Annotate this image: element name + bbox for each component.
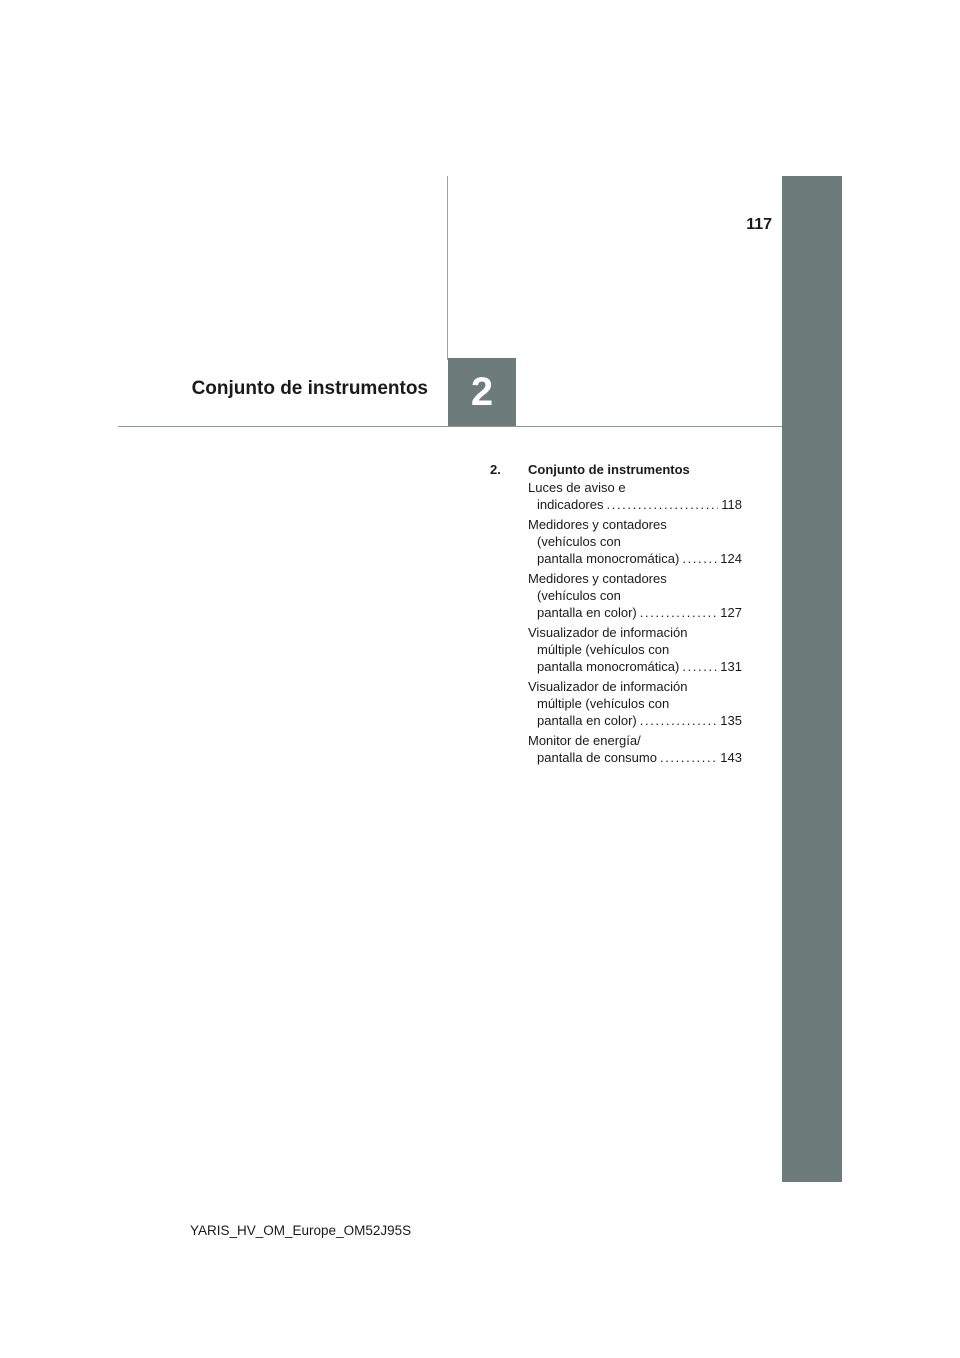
toc-entry[interactable] bbox=[528, 624, 742, 675]
toc-entry-last-line bbox=[528, 604, 742, 621]
toc-entry-line: Medidores y contadores bbox=[528, 571, 667, 586]
toc-entry[interactable] bbox=[528, 570, 742, 621]
toc-dot-leader bbox=[640, 604, 718, 621]
toc-entry[interactable] bbox=[528, 678, 742, 729]
toc-entry-line: (vehículos con bbox=[537, 588, 621, 603]
toc-heading-number: 2. bbox=[490, 462, 501, 477]
toc-dot-leader bbox=[682, 550, 717, 567]
toc-entry-line: múltiple (vehículos con bbox=[537, 696, 670, 711]
toc-list bbox=[528, 479, 742, 766]
toc-entry[interactable] bbox=[528, 479, 742, 513]
toc-entry-line: Medidores y contadores bbox=[528, 517, 667, 532]
toc-entry-text: pantalla monocromática) bbox=[537, 551, 680, 566]
toc-entry-line: Monitor de energía/ bbox=[528, 733, 641, 748]
document-code: YARIS_HV_OM_Europe_OM52J95S bbox=[190, 1223, 412, 1238]
chapter-number: 2 bbox=[470, 369, 494, 414]
toc-entry-last-line bbox=[528, 749, 742, 766]
toc-dot-leader bbox=[640, 712, 718, 729]
chapter-number-box bbox=[448, 358, 516, 426]
toc-entry-page[interactable]: 118 bbox=[721, 497, 742, 512]
toc-entry[interactable] bbox=[528, 516, 742, 567]
toc-entry-line: múltiple (vehículos con bbox=[537, 642, 670, 657]
header-divider-horizontal bbox=[118, 426, 782, 427]
toc-entry-last-line bbox=[528, 658, 742, 675]
toc-entry-line: Luces de aviso e bbox=[528, 480, 626, 495]
toc-entry-last-line bbox=[528, 550, 742, 567]
table-of-contents bbox=[490, 461, 742, 769]
toc-entry-text: pantalla en color) bbox=[537, 605, 637, 620]
toc-entry-line: Visualizador de información bbox=[528, 679, 688, 694]
toc-heading-title: Conjunto de instrumentos bbox=[528, 462, 690, 477]
toc-entry-page[interactable]: 135 bbox=[720, 713, 742, 728]
toc-entry-page[interactable]: 127 bbox=[720, 605, 742, 620]
toc-entry-last-line bbox=[528, 496, 742, 513]
toc-dot-leader bbox=[682, 658, 717, 675]
chapter-title: Conjunto de instrumentos bbox=[191, 378, 428, 399]
header-divider-vertical bbox=[447, 176, 448, 360]
toc-entry[interactable] bbox=[528, 732, 742, 766]
toc-entry-page[interactable]: 143 bbox=[720, 750, 742, 765]
toc-entry-text: pantalla en color) bbox=[537, 713, 637, 728]
toc-entry-last-line bbox=[528, 712, 742, 729]
toc-entry-text: indicadores bbox=[537, 497, 604, 512]
toc-dot-leader bbox=[607, 496, 719, 513]
toc-entry-line: Visualizador de información bbox=[528, 625, 688, 640]
chapter-side-tab bbox=[782, 176, 842, 1182]
toc-entry-page[interactable]: 131 bbox=[720, 659, 742, 674]
toc-heading bbox=[490, 461, 742, 478]
page-number: 117 bbox=[746, 216, 772, 233]
toc-dot-leader bbox=[660, 749, 717, 766]
toc-entry-text: pantalla monocromática) bbox=[537, 659, 680, 674]
toc-entry-page[interactable]: 124 bbox=[720, 551, 742, 566]
toc-entry-text: pantalla de consumo bbox=[537, 750, 657, 765]
toc-entry-line: (vehículos con bbox=[537, 534, 621, 549]
